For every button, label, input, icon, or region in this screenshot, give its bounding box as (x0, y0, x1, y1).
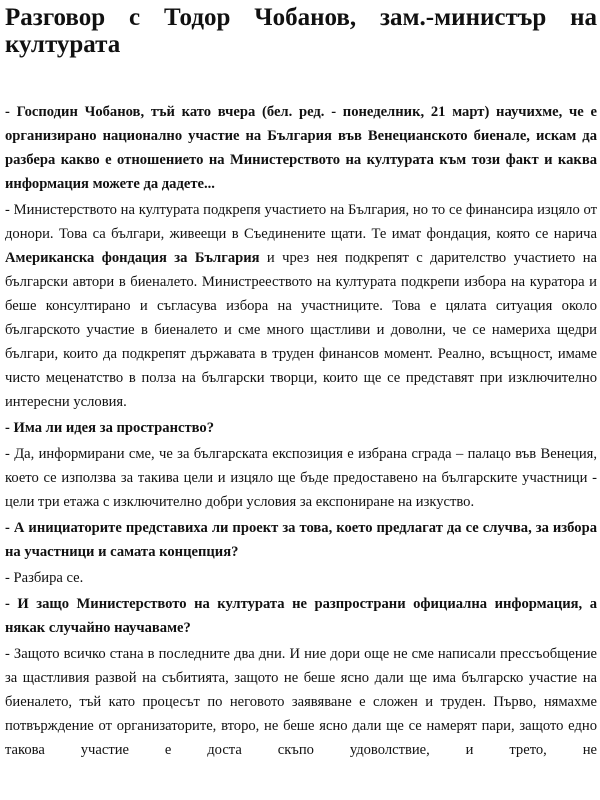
title-line-2: културата (5, 31, 121, 58)
answer-1-text-after: и чрез нея подкрепят с дарителство участието на български автори в биеналето. Министрееството на културата подкрепи избора на куратора и беше консултирано и съгласува избора на участниците. Това е цялата ситуация около българското участие в биеналето и сме много щастливи и доволни, че се намериха щедри българи, които да подкрепят държавата в труден финансов момент. Реално, всъщност, имаме чисто меценатство в полза на български творци, които ще се представят при изключително интересни условия. (5, 250, 597, 410)
foundation-name: Американска фондация за България (5, 250, 260, 266)
answer-2: - Да, информирани сме, че за българската експозиция е избрана сграда – палацо във Венеция, което се използва за такива цели и изцяло ще бъде предоставено на българските участници - цели три етажа с изключително добри условия за експониране на изкуство. (5, 446, 597, 510)
answer-1 (5, 198, 597, 414)
answer-4: - Защото всичко стана в последните два дни. И ние дори още не сме написали прессъобщение за щастливия развой на събитията, защото не беше ясно дали ще има българско участие на биеналето, тъй като процесът по неговото заявяване е сложен и труден. Първо, нямахме потвърждение от организаторите, второ, не беше ясно дали ще се намерят пари, защото едно такова участие е доста скъпо удоволствие, и трето, не (5, 646, 597, 758)
document-page (5, 0, 597, 764)
question-1: - Господин Чобанов, тъй като вчера (бел. ред. - понеделник, 21 март) научихме, че е организирано национално участие на България във Венецианското биенале, искам да разбера какво е отношението на Министерството на културата към този факт и каква информация можете да дадете... (5, 104, 597, 192)
title-line-1: Разговор с Тодор Чобанов, зам.-министър на (5, 4, 597, 31)
question-2: - Има ли идея за пространство? (5, 420, 215, 436)
answer-3: - Разбира се. (5, 570, 84, 586)
question-3: - А инициаторите представиха ли проект за това, което предлагат да се случва, за избора на участници и самата концепция? (5, 520, 597, 560)
page-title (5, 4, 597, 58)
question-4: - И защо Министерството на културата не разпространи официална информация, а някак случайно научаваме? (5, 596, 597, 636)
answer-1-text-before: - Министерството на културата подкрепя участието на България, но то се финансира изцяло от донори. Това са българи, живеещи в Съединените щати. Те имат фондация, която се нарича (5, 202, 597, 242)
